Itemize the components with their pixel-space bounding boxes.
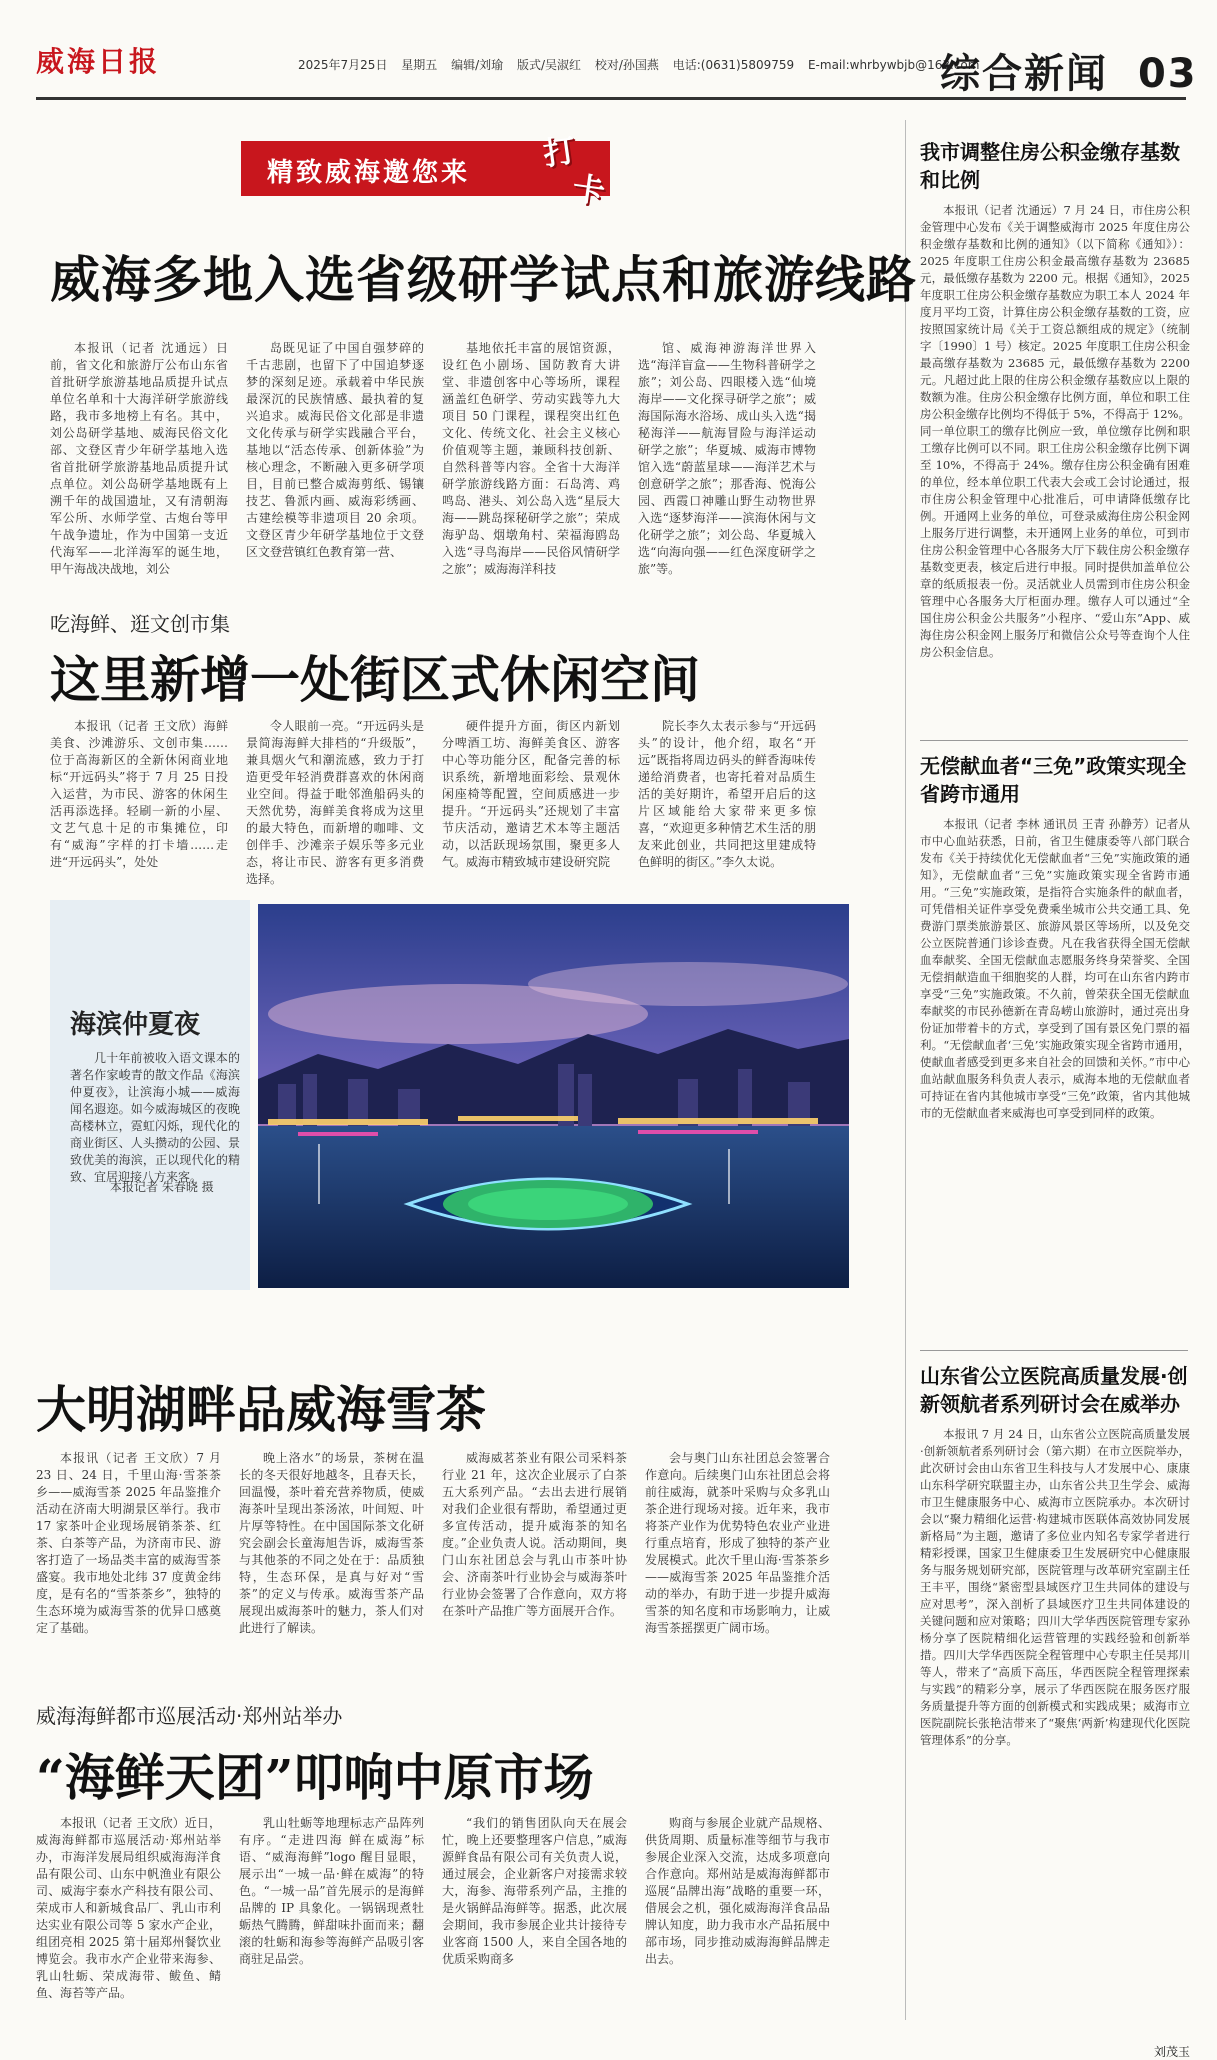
section-name: 综合新闻 <box>940 51 1108 97</box>
story4-col: 购商与参展企业就产品规格、供货周期、质量标准等细节与我市参展企业深入交流，达成多项意向合作意向。郑州站是威海海鲜都市巡展“品牌出海”战略的重要一环，借展会之机，强化威海海洋食品品牌认知度，助力我市水产品拓展中部市场，同步推动威海海鲜品牌走出去。 <box>645 1816 830 1966</box>
section-title <box>940 42 1198 99</box>
masthead <box>36 40 1198 98</box>
story1-body <box>50 340 816 580</box>
layout-credit: 版式/吴淑红 <box>517 58 582 72</box>
right-story3-signature: 刘茂玉 <box>1153 2045 1190 2059</box>
story1-col: 岛既见证了中国自强梦碎的千古悲剧，也留下了中国追梦逐梦的深刻足迹。承载着中华民族最深沉的民族情感、最执着的复兴追求。威海民俗文化部是非遗文化传承与研学实践融合平台，基地以“活态传承、创新体验”为核心理念，不断融入更多研学项目，目前已整合威海剪纸、锡镶技艺、鲁派内画、威海彩绣画、古建绘模等非遗项目 20 余项。文登区青少年研学基地位于文登区文登营镇红色教育第一营、 <box>246 341 424 559</box>
photo-caption: 几十年前被收入语文课本的著名作家峻青的散文作品《海滨仲夏夜》，让滨海小城——威海闻名遐迩。如今威海城区的夜晚高楼林立，霓虹闪烁，现代化的商业街区、人头攒动的公园、景致优美的海滨，正以现代化的精致、宜居迎接八方来客。 <box>70 1051 240 1184</box>
banner-ka-char: 卡 <box>570 168 608 212</box>
right-story1-body: 本报讯（记者 沈通远）7 月 24 日，市住房公积金管理中心发布《关于调整威海市 2025 年度住房公积金缴存基数和比例的通知》（以下简称《通知》）：2025 年度职工住房公积金最高缴存基数为 23685 元，最低缴存基数为 2200 元。根据《通知》，2025 年度职工住房公积金缴存基数应为职工本人 2024 年度月平均工资，计算住房公积金缴存基数的工资，应按照国家统计局《关于工资总额组成的规定》（统制字〔1990〕1 号）核定。2025 年度职工住房公积金最高缴存基数为 23685 元，最低缴存基数为 2200 元。凡超过此上限的住房公积金缴存基数应以上限的数额为准。住房公积金缴存比例方面，单位和职工住房公积金缴存比例均不得低于 5%，不得高于 12%。同一单位职工的缴存比例应一致，单位缴存比例和职工缴存比例可以不同。职工住房公积金缴存比例下调至 10%，不得高于 24%。缴存住房公积金确有困难的单位，经本单位职工代表大会或工会讨论通过，报市住房公积金管理中心批准后，可申请降低缴存比例。开通网上业务的单位，可登录威海住房公积金网上服务厅进行调整，未开通网上业务的单位，可到市住房公积金管理中心各服务大厅下载住房公积金缴存基数变更表，核定后进行申报。同时提供加盖单位公章的纸质报表一份。灵活就业人员需到市住房公积金管理中心各服务大厅柜面办理。缴存人可以通过“全国住房公积金公共服务”小程序、“爱山东”App、威海住房公积金网上服务厅和微信公众号等查询个人住房公积金信息。 <box>920 203 1190 659</box>
night-city-photo <box>258 904 849 1288</box>
story1-col: 本报讯（记者 沈通远）日前，省文化和旅游厅公布山东省首批研学旅游基地品质提升试点单位名单和十大海洋研学旅游线路，我市多地榜上有名。其中，刘公岛研学基地、威海民俗文化部、文登区青少年研学基地入选省首批研学旅游基地品质提升试点单位。刘公岛研学基地既有上溯千年的战国遗址，又有清朝海军公所、水师学堂、古炮台等甲午战争遗址，作为中国第一支近代海军——北洋海军的诞生地，甲午海战决战地，刘公 <box>50 341 228 576</box>
phone-number: 电话:(0631)5809759 <box>672 58 795 72</box>
right-story-hospital <box>920 1362 1190 2060</box>
editor-credit: 编辑/刘瑜 <box>451 58 504 72</box>
story4-headline: “海鲜天团”叩响中原市场 <box>36 1748 594 1807</box>
story3-col: 会与奥门山东社团总会签署合作意向。后续奥门山东社团总会将前往威海，就茶叶采购与众多乳山茶企进行现场对接。近年来，我市将茶产业作为优势特色农业产业进行重点培育，形成了独特的茶产业发展模式。此次千里山海·雪茶茶乡——威海雪茶 2025 年品鉴推介活动的举办，有助于进一步提升威海雪茶的知名度和市场影响力，让威海雪茶摇摆更广阔市场。 <box>645 1451 830 1635</box>
story1-headline: 威海多地入选省级研学试点和旅游线路 <box>50 250 917 309</box>
campaign-banner <box>241 130 610 212</box>
story3-headline: 大明湖畔品威海雪茶 <box>36 1380 486 1439</box>
story2-kicker: 吃海鲜、逛文创市集 <box>50 612 230 636</box>
story3-col: 晚上洛水”的场景，茶树在温长的冬天很好地越冬，且春天长，回温慢，茶叶着充营养物质，使威海茶叶呈现出茶汤浓，叶间短、叶片厚等特性。在中国国际茶文化研究会副会长童海旭告诉，威海雪茶与其他茶的不同之处在于：品质独特，生态环保，是真与好对“雪茶”的定义与传承。威海雪茶产品展现出威海茶叶的魅力，茶人们对此进行了解读。 <box>239 1451 424 1635</box>
right-story3-body: 本报讯 7 月 24 日，山东省公立医院高质量发展·创新领航者系列研讨会（第六期）在市立医院举办，此次研讨会由山东省卫生科技与人才发展中心、康康山东科学研究联盟主办，山东省公共卫生学会、威海市卫生健康服务中心、威海市立医院承办。本次研讨会以“聚力精细化运营·构建城市医联体高效协同发展新格局”为主题，邀请了多位业内知名专家学者进行精彩授课，国家卫生健康委卫生发展研究中心健康服务与服务规划研究部，医院管理与改革研究室副主任王丰平，围绕“紧密型县域医疗卫生共同体的建设与应对思考”，深入剖析了县域医疗卫生共同体建设的关键问题和应对策略；四川大学华西医院管理专家孙杨分享了医院精细化运营管理的实践经验和创新举措。四川大学华西医院全程管理中心专职主任吴邦川等人，带来了“高质下高压，华西医院全程管理探索与实践”的精彩分享，展示了华西医院在服务医疗服务质量提升等方面的创新模式和实践成果；威海市立医院副院长张艳洁带来了“聚焦‘两新’构建现代化医院管理体系”的分享。 <box>920 1427 1190 1747</box>
issue-weekday: 星期五 <box>401 58 438 72</box>
story1-col: 馆、威海神游海洋世界入选“海洋盲盒——生物科普研学之旅”；刘公岛、四眼楼入选“仙境海岸——文化探寻研学之旅”；威海国际海水浴场、成山头入选“揭秘海洋——航海冒险与海洋运动研学之旅”；华夏城、威海市博物馆入选“蔚蓝星球——海洋艺术与创意研学之旅”；那香海、悦海公园、西霞口神雕山野生动物世界入选“逐梦海洋——滨海休闲与文化研学之旅”；刘公岛、华夏城入选“向海向强——红色深度研学之旅”等。 <box>638 341 816 576</box>
photo-title: 海滨仲夏夜 <box>70 1010 201 1040</box>
email-address[interactable]: E-mail:whrbywbjb@163.com <box>807 58 980 72</box>
banner-text: 精致威海邀您来 <box>267 158 471 188</box>
issue-date: 2025年7月25日 <box>298 58 388 72</box>
story3-col: 威海威茗茶业有限公司采料茶行业 21 年，这次企业展示了白茶五大系列产品。“去出去进行展销对我们企业很有帮助，希望通过更多宣传活动，提升威海茶的知名度。”企业负责人说。活动期间，奥门山东社团总会与乳山市茶叶协会、济南茶叶行业协会与威海茶叶行业协会签署了合作意向，双方将在茶叶产品推广等方面展开合作。 <box>442 1451 627 1618</box>
story2-col: 本报讯（记者 王文欣）海鲜美食、沙滩游乐、文创市集……位于高海新区的全新休闲商业地标“开远码头”将于 7 月 25 日投入运营，为市民、游客的休闲生活再添选择。轻刷一新的小屋、文艺气息十足的市集摊位，印有“威海”字样的打卡墙……走进“开远码头”，处处 <box>50 719 228 869</box>
story2-headline: 这里新增一处街区式休闲空间 <box>50 650 700 709</box>
banner-da-char: 打 <box>540 130 578 174</box>
story2-body <box>50 718 816 886</box>
right-story3-headline: 山东省公立医院高质量发展·创新领航者系列研讨会在威举办 <box>920 1364 1188 1416</box>
story4-col: 本报讯（记者 王文欣）近日，威海海鲜都市巡展活动·郑州站举办，市海洋发展局组织威海海洋食品有限公司、山东中帆渔业有限公司、威海宇泰水产科技有限公司、荣成市人和新城食品厂、乳山市利达实业有限公司等 5 家水产企业，组团亮相 2025 第十届郑州餐饮业博览会。我市水产企业带来海参、乳山牡蛎、荣成海带、鲅鱼、鲭鱼、海苔等产品。 <box>36 1816 221 2000</box>
page-number: 03 <box>1137 51 1198 97</box>
story4-col: “我们的销售团队向天在展会忙，晚上还要整理客户信息，”威海源鲜食品有限公司有关负责人说，通过展会，企业新客户对接需求较大，海参、海带系列产品，主推的是火锅鲜品海鲜等。据悉，此次展会期间，我市参展企业共计接待专业客商 1500 人，来自全国各地的优质采购商多 <box>442 1816 627 1966</box>
right-story1-headline: 我市调整住房公积金缴存基数和比例 <box>920 140 1180 192</box>
story4-kicker: 威海海鲜都市巡展活动·郑州站举办 <box>36 1704 343 1728</box>
proof-credit: 校对/孙国燕 <box>594 58 659 72</box>
story3-col: 本报讯（记者 王文欣）7 月 23 日、24 日，千里山海·雪茶茶乡——威海雪茶 2025 年品鉴推介活动在济南大明湖景区举行。我市 17 家茶叶企业现场展销茶茶、红茶、白茶等产品，为济南市民、游客打造了一场品类丰富的威海雪茶盛宴。我市地处北纬 37 度黄金纬度，是有名的“雪茶茶乡”，独特的生态环境为威海雪茶的优异口感奠定了基础。 <box>36 1451 221 1635</box>
right-divider <box>920 740 1188 741</box>
story1-col: 基地依托丰富的展馆资源，设红色小剧场、国防教育大讲堂、非遗创客中心等场所，课程涵盖红色研学、劳动实践等九大项目 50 门课程，课程突出红色文化、传统文化、社会主义核心价值观等主题，兼顾科技创新、自然科普等内容。全省十大海洋研学旅游线路方面：石岛湾、鸡鸣岛、港头、刘公岛入选“星辰大海——跳岛探秘研学之旅”；荣成海驴岛、烟墩角村、荣福海鸥岛入选“寻鸟海岸——民俗风情研学之旅”；威海海洋科技 <box>442 341 620 576</box>
right-story2-body: 本报讯（记者 李林 通讯员 王青 孙静芳）记者从市中心血站获悉，日前，省卫生健康委等八部门联合发布《关于持续优化无偿献血者“三免”实施政策的通知》，无偿献血者“三免”实施政策实现全省跨市通用。“三免”实施政策，是指符合实施条件的献血者，可凭借相关证件享受免费乘坐城市公共交通工具、免费游门票类旅游景区、旅游风景区等场所，以及免交公立医院普通门诊诊查费。凡在我省获得全国无偿献血奉献奖、全国无偿献血志愿服务终身荣誉奖、全国无偿捐献造血干细胞奖的人群，均可在山东省内跨市享受“三免”实施政策。不久前，曾荣获全国无偿献血奉献奖的市民孙德新在青岛崂山旅游时，通过亮出身份证加带着卡的方式，享受到了国有景区免门票的福利。“无偿献血者‘三免’实施政策实现全省跨市通用，使献血者感受到更多来自社会的回馈和关怀。”市中心血站献血服务科负责人表示，威海本地的无偿献血者可持证在省内其他城市享受“三免”政策，省内其他城市的无偿献血者来威海也可享受到同样的政策。 <box>920 817 1190 1120</box>
right-story-blood-donor <box>920 752 1190 1376</box>
story3-body <box>36 1450 830 1675</box>
story2-col: 令人眼前一亮。“开远码头是景简海海鲜大排档的“升级版”，兼具烟火气和潮流感，致力于打造更受年轻消费群喜欢的休闲商业空间。得益于毗邻渔船码头的天然优势，海鲜美食将成为这里的最大特色，而新增的咖啡、文创伴手、沙滩亲子娱乐等多元业态，将让市民、游客有更多消费选择。 <box>246 719 424 886</box>
photo-credit: 本报记者 朱春晓 摄 <box>110 1180 214 1194</box>
story4-body <box>36 1815 830 2035</box>
masthead-rule <box>36 97 1186 100</box>
column-divider <box>905 120 906 2020</box>
right-divider <box>920 1350 1188 1351</box>
right-story-housing-fund <box>920 138 1190 752</box>
story4-col: 乳山牡蛎等地理标志产品阵列有序。“走进四海 鲜在威海”标语、“威海海鲜”logo 醒目显眼，展示出“一城一品·鲜在威海”的特色。“一城一品”首先展示的是海鲜品牌的 IP 具象化。一锅锅现煮牡蛎热气腾腾，鲜甜味扑面而来；翻滚的牡蛎和海参等海鲜产品吸引客商驻足品尝。 <box>239 1816 424 1966</box>
right-story2-headline: 无偿献血者“三免”政策实现全省跨市通用 <box>920 754 1187 806</box>
story2-col: 院长李久太表示参与“开远码头”的设计，他介绍，取名“开远”既指将周边码头的鲜香海味传递给消费者，也寄托着对品质生活的美好期许，希望开启后的这片区域能给大家带来更多惊喜，“欢迎更多种情艺术生活的朋友来此创业，共同把这里建成特色鲜明的街区。”李久太说。 <box>638 719 816 869</box>
story2-col: 硬件提升方面，街区内新划分啤酒工坊、海鲜美食区、游客中心等功能分区，配备完善的标识系统，新增地面彩绘、景观休闲座椅等配置，空间质感进一步提升。“开远码头”还规划了丰富节庆活动，邀请艺术本等主题活动，以活跃现场氛围，聚更多人气。威海市精致城市建设研究院 <box>442 719 620 869</box>
night-city-image <box>258 904 849 1288</box>
issue-meta <box>298 56 989 73</box>
newspaper-logo: 威海日报 <box>36 45 161 78</box>
